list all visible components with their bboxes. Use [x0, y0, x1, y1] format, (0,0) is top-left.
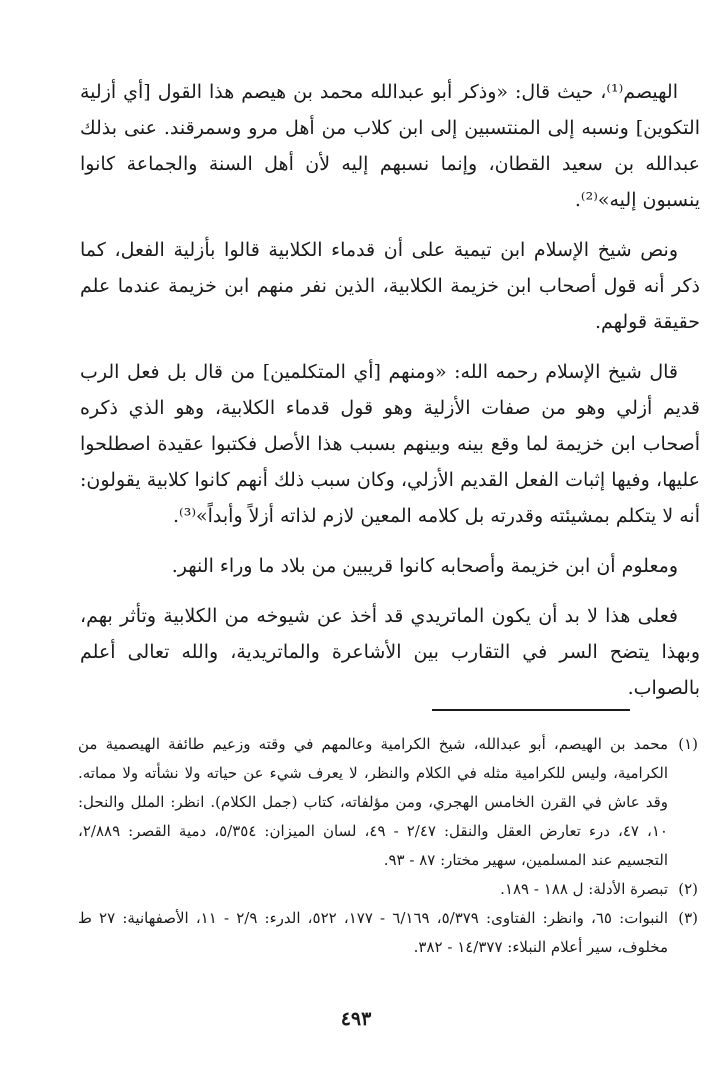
footnote-text: محمد بن الهيصم، أبو عبدالله، شيخ الكرامية وعالمهم في وقته وزعيم طائفة الهيصمية من الكرامية، وليس للكرامية مثله في الكلام والنظر، لا يعرف شيء عن حياته ولا نشأته ولا مماته. وقد عاش في القرن الخامس الهجري، ومن مؤلفاته، كتاب (جمل الكلام). انظر: الملل والنحل: ١٠، ٤٧، درء تعارض العقل والنقل: ٢/٤٧ - ٤٩، لسان الميزان: ٥/٣٥٤، دمية القصر: ٢/٨٨٩، التجسيم عند المسلمين، سهير مختار: ٨٧ - ٩٣. [78, 735, 668, 869]
footnote-text: النبوات: ٦٥، وانظر: الفتاوى: ٥/٣٧٩، ٦/١٦٩ - ١٧٧، ٥٢٢، الدرء: ٢/٩ - ١١، الأصفهانية: ٢٧ ط مخلوف، سير أعلام النبلاء: ١٤/٣٧٧ - ٣٨٢. [78, 909, 669, 956]
footnote-3 [78, 904, 698, 962]
footnote-1 [78, 730, 698, 875]
footnotes [78, 730, 698, 962]
paragraph: ومعلوم أن ابن خزيمة وأصحابه كانوا قريبين من بلاد ما وراء النهر. [171, 555, 678, 577]
page-number: ٤٩٣ [340, 1008, 372, 1030]
footnote-2 [78, 875, 698, 904]
paragraph: قال شيخ الإسلام رحمه الله: «ومنهم [أي المتكلمين] من قال بل فعل الرب قديم أزلي وهو من صفات الأزلية وهو قول قدماء الكلابية، وهو الذي ذكره أصحاب ابن خزيمة لما وقع بينه وبينهم بسبب هذا الأصل فكتبوا عقيدة اصطلحوا عليها، وفيها إثبات الفعل القديم الأزلي، وكان سبب ذلك أنهم كانوا كلابية يقولون: أنه لا يتكلم بمشيئته وقدرته بل كلامه المعين لازم لذاته أزلاً وأبداً»⁽³⁾. [80, 361, 700, 527]
paragraph: الهيصم⁽¹⁾، حيث قال: «وذكر أبو عبدالله محمد بن هيصم هذا القول [أي أزلية التكوين] ونسبه إلى المنتسبين إلى ابن كلاب من أهل مرو وسمرقند. عنى بذلك عبدالله بن سعيد القطان، وإنما نسبهم إليه لأن أهل السنة والجماعة كانوا ينسبون إليه»⁽²⁾. [80, 81, 700, 211]
paragraph: فعلى هذا لا بد أن يكون الماتريدي قد أخذ عن شيوخه من الكلابية وتأثر بهم، وبهذا يتضح السر في التقارب بين الأشاعرة والماتريدية، والله تعالى أعلم بالصواب. [80, 605, 700, 699]
main-text [80, 74, 700, 720]
paragraph: ونص شيخ الإسلام ابن تيمية على أن قدماء الكلابية قالوا بأزلية الفعل، كما ذكر أنه قول أصحاب ابن خزيمة الكلابية، الذين نفر منهم ابن خزيمة عندما علم حقيقة قولهم. [80, 239, 700, 333]
footnote-number: (١) [678, 735, 698, 753]
footnote-number: (٣) [678, 909, 698, 927]
footnote-divider [432, 709, 630, 711]
footnote-text: تبصرة الأدلة: ل ١٨٨ - ١٨٩. [500, 880, 668, 898]
footnote-number: (٢) [678, 880, 698, 898]
